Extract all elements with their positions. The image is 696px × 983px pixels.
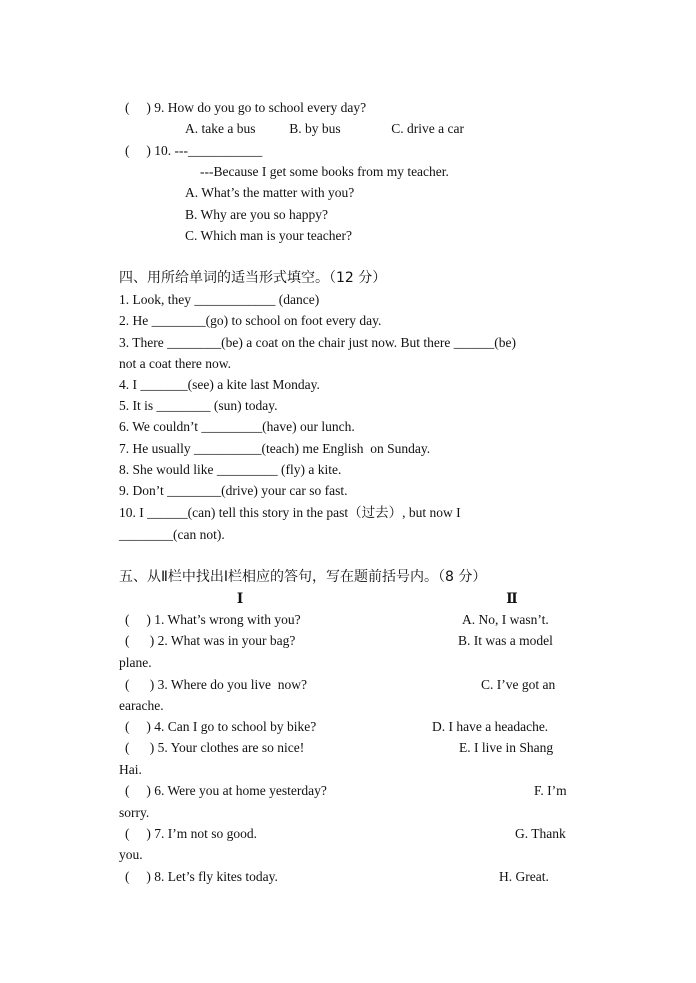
match-answer: E. I live in Shang [459, 740, 554, 755]
fill-line: 6. We couldn’t _________(have) our lunch. [119, 419, 355, 434]
fill-line: ________(can not). [119, 527, 225, 542]
fill-line: not a coat there now. [119, 356, 231, 371]
match-question: ( ) 4. Can I go to school by bike? [125, 719, 317, 734]
fill-line: 3. There ________(be) a coat on the chair just now. But there ______(be) [119, 335, 517, 350]
column-1-header: Ⅰ [236, 591, 244, 606]
match-answer: A. No, I wasn’t. [462, 612, 549, 627]
match-answer: D. I have a headache. [432, 719, 549, 734]
fill-line: 8. She would like _________ (fly) a kite. [119, 462, 342, 477]
question-10-option-a: A. What’s the matter with you? [185, 185, 355, 200]
question-9: ( ) 9. How do you go to school every day? [125, 100, 367, 115]
match-answer: B. It was a model [458, 633, 553, 648]
fill-line: 4. I _______(see) a kite last Monday. [119, 377, 320, 392]
match-question: ( ) 1. What’s wrong with you? [125, 612, 301, 627]
match-answer-wrap: sorry. [119, 805, 150, 820]
column-2-header: Ⅱ [506, 591, 518, 606]
match-answer-wrap: plane. [119, 655, 152, 670]
match-answer-wrap: you. [119, 847, 143, 862]
match-answer: G. Thank [515, 826, 566, 841]
match-answer: C. I’ve got an [481, 677, 556, 692]
match-answer: F. I’m [534, 783, 567, 798]
question-9-options: A. take a bus B. by bus C. drive a car [185, 121, 464, 136]
section-4-title: 四、用所给单词的适当形式填空。（12 分） [119, 270, 387, 286]
question-10-prompt: ---Because I get some books from my teacher. [200, 164, 449, 179]
fill-line: 9. Don’t ________(drive) your car so fast. [119, 483, 348, 498]
match-answer: H. Great. [499, 869, 549, 884]
question-10-option-b: B. Why are you so happy? [185, 207, 328, 222]
match-question: ( ) 5. Your clothes are so nice! [125, 740, 305, 755]
match-question: ( ) 3. Where do you live now? [125, 677, 307, 692]
question-10: ( ) 10. ---___________ [125, 143, 263, 158]
section-5-title: 五、从Ⅱ栏中找出Ⅰ栏相应的答句，写在题前括号内。（8 分） [119, 569, 487, 585]
question-10-option-c: C. Which man is your teacher? [185, 228, 352, 243]
match-question: ( ) 6. Were you at home yesterday? [125, 783, 327, 798]
match-question: ( ) 8. Let’s fly kites today. [125, 869, 278, 884]
fill-line: 7. He usually __________(teach) me English on Sunday. [119, 441, 431, 456]
fill-line: 1. Look, they ____________ (dance) [119, 292, 320, 307]
match-question: ( ) 2. What was in your bag? [125, 633, 296, 648]
match-answer-wrap: earache. [119, 698, 164, 713]
fill-line: 5. It is ________ (sun) today. [119, 398, 278, 413]
fill-line: 10. I ______(can) tell this story in the past（过去）, but now I [119, 505, 461, 520]
match-question: ( ) 7. I’m not so good. [125, 826, 257, 841]
match-answer-wrap: Hai. [119, 762, 142, 777]
fill-line: 2. He ________(go) to school on foot every day. [119, 313, 382, 328]
